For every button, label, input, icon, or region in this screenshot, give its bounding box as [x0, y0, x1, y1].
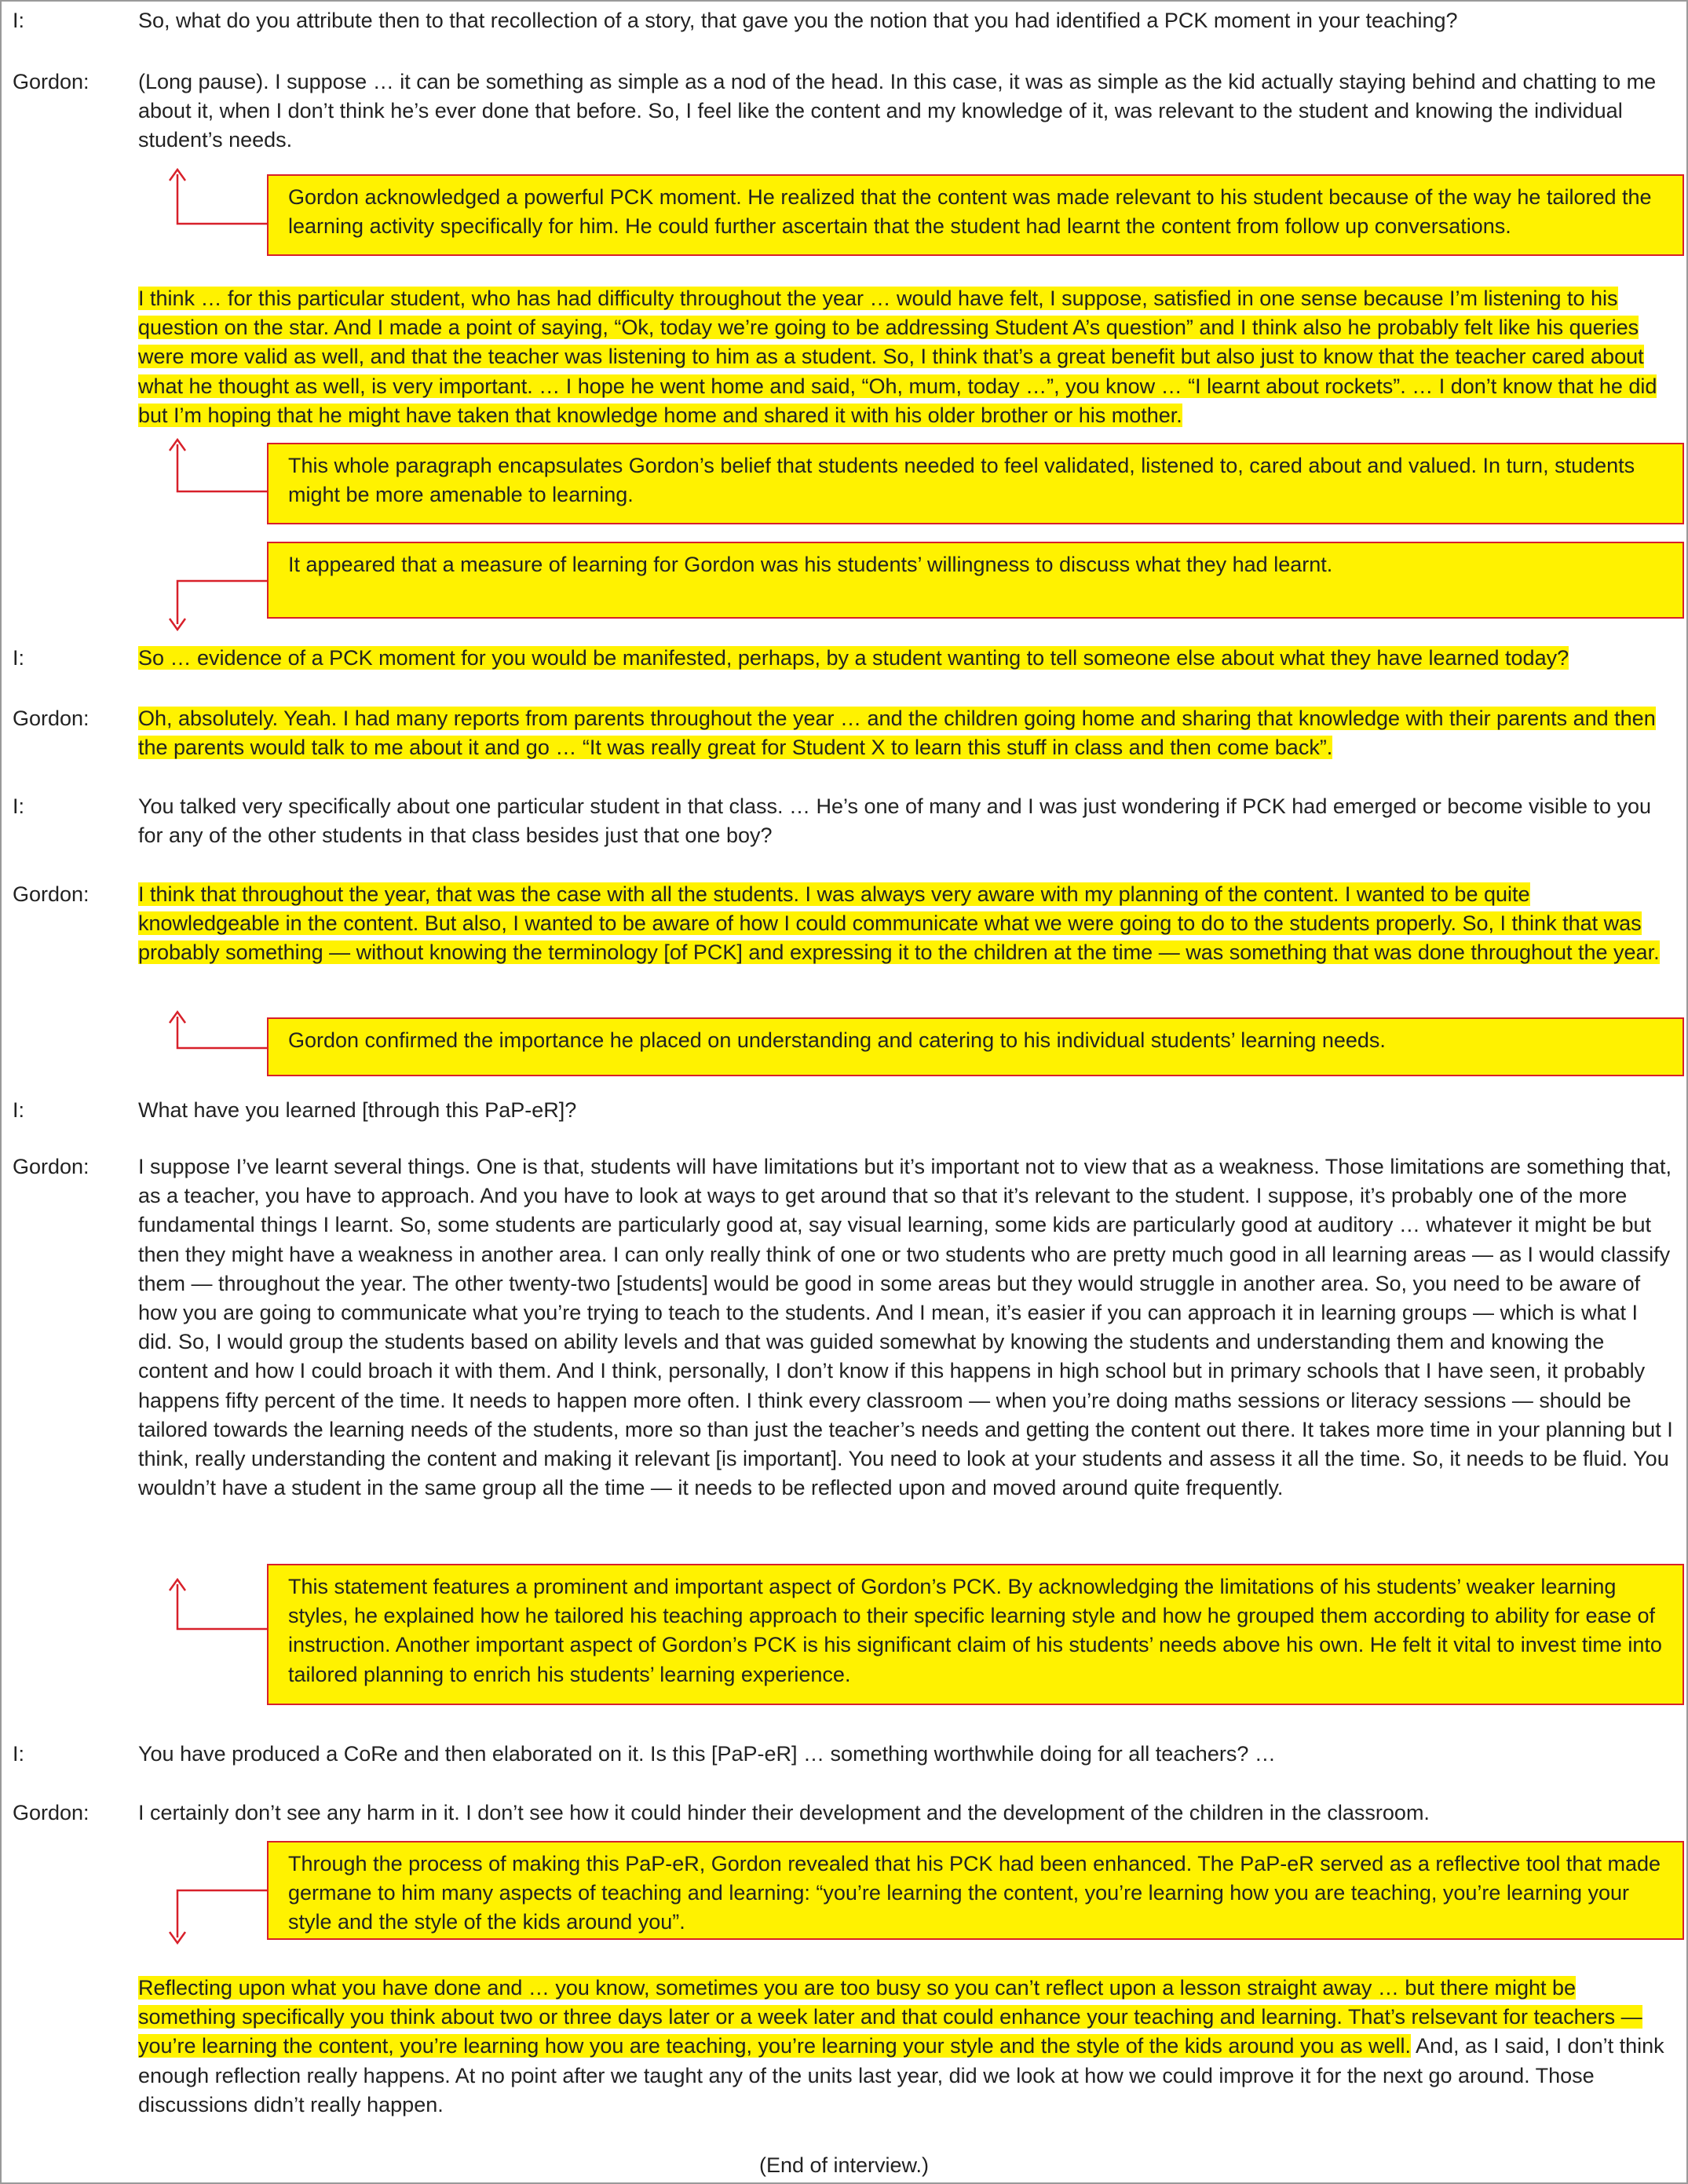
speaker-label: I:: [13, 1098, 25, 1122]
teacher-answer-highlighted: [138, 880, 1673, 968]
annotation-box: This statement features a prominent and important aspect of Gordon’s PCK. By acknowledging the limitations of his students’ weaker learning styles, he explained how he tailored his teaching approach to their specific learning style and how he grouped them according to ability for ease of instruction. Another important aspect of Gordon’s PCK is his significant claim of his students’ needs above his own. He felt it vital to invest time into tailored planning to enrich his students’ learning experience.: [267, 1564, 1684, 1705]
speaker-label: Gordon:: [13, 882, 90, 906]
teacher-answer: I suppose I’ve learnt several things. One is that, students will have limitations but it’s important not to view that as a weakness. Those limitations are something that, as a teacher, you have to approach. And you have to look at ways to get around that so that it’s relevant to the student. I suppose, it’s probably one of the more fundamental things I learnt. So, some students are particularly good at, say visual learning, some kids are particularly good at auditory … whatever it might be but then they might have a weakness in another area. I can only really think of one or two students who are pretty much good in all learning areas — as I would classify them — throughout the year. The other twenty-two [students] would be good in some areas but they would struggle in another area. So, you need to be aware of how you are going to communicate what you’re trying to teach to the students. And I mean, it’s easier if you can approach it in learning groups — which is what I did. So, I would group the students based on ability levels and that was guided somewhat by knowing the students and understanding them and knowing the content and how I could broach it with them. And I think, personally, I don’t know if this happens in high school but in primary schools that I have seen, it probably happens fifty percent of the time. It needs to happen more often. I think every classroom — when you’re doing maths sessions or literacy sessions — should be tailored towards the learning needs of the students, more so than just the teacher’s needs and getting the content out there. It takes more time in your planning but I think, really understanding the content and making it relevant [is important]. You need to look at your students and assess it all the time. So, it needs to be fluid. You wouldn’t have a student in the same group all the time — it needs to be reflected upon and moved around quite frequently.: [138, 1155, 1673, 1500]
speaker-label: Gordon:: [13, 1801, 90, 1824]
speaker-label: Gordon:: [13, 70, 90, 93]
speaker-label: I:: [13, 9, 25, 32]
teacher-answer-highlighted: [138, 284, 1673, 430]
plain-text: And, as I said, I don’t think enough reflection really happens. At no point after we taught any of the units last year, did we look at how we could improve it for the next go around. Those discussions didn’t really happen.: [138, 2034, 1664, 2116]
teacher-answer-partial-highlight: [138, 1974, 1673, 2120]
annotation-box: It appeared that a measure of learning for Gordon was his students’ willingness to discuss what they had learnt.: [267, 542, 1684, 619]
teacher-answer: (Long pause). I suppose … it can be something as simple as a nod of the head. In this case, it was as simple as the kid actually staying behind and chatting to me about it, when I don’t think he’s ever done that before. So, I feel like the content and my knowledge of it, was relevant to the student and knowing the individual student’s needs.: [138, 70, 1657, 152]
interviewer-question: You talked very specifically about one particular student in that class. … He’s one of many and I was just wondering if PCK had emerged or become visible to you for any of the other students in that class besides just that one boy?: [138, 794, 1652, 848]
speaker-label: Gordon:: [13, 707, 90, 730]
speaker-label: Gordon:: [13, 1155, 90, 1178]
highlighted-text: I think that throughout the year, that was the case with all the students. I was always very aware with my planning of the content. I wanted to be quite knowledgeable in the content. But also, I wanted to be aware of how I could communicate what we were going to do to the students properly. So, I think that was probably something — without knowing the terminology [of PCK] and expressing it to the children at the time — was something that was done throughout the year.: [138, 882, 1660, 965]
interviewer-question: So, what do you attribute then to that recollection of a story, that gave you the notion that you had identified a PCK moment in your teaching?: [138, 9, 1458, 32]
teacher-answer-highlighted: [138, 704, 1673, 762]
teacher-answer: I certainly don’t see any harm in it. I don’t see how it could hinder their development and the development of the children in the classroom.: [138, 1801, 1430, 1824]
end-of-interview-note: (End of interview.): [758, 2153, 930, 2177]
interviewer-question: [138, 644, 1673, 673]
interviewer-question: You have produced a CoRe and then elaborated on it. Is this [PaP-eR] … something worthwhile doing for all teachers? …: [138, 1742, 1276, 1766]
annotation-box: Gordon confirmed the importance he placed on understanding and catering to his individual students’ learning needs.: [267, 1017, 1684, 1076]
highlighted-text: Oh, absolutely. Yeah. I had many reports from parents throughout the year … and the children going home and sharing that knowledge with their parents and then the parents would talk to me about it and go … “It was really great for Student X to learn this stuff in class and then come back”.: [138, 707, 1656, 760]
speaker-label: I:: [13, 1742, 25, 1766]
annotation-box: This whole paragraph encapsulates Gordon’s belief that students needed to feel validated, listened to, cared about and valued. In turn, students might be more amenable to learning.: [267, 443, 1684, 524]
interviewer-question: What have you learned [through this PaP-eR]?: [138, 1098, 577, 1122]
speaker-label: I:: [13, 794, 25, 818]
annotation-box: Gordon acknowledged a powerful PCK moment. He realized that the content was made relevant to his student because of the way he tailored the learning activity specifically for him. He could further ascertain that the student had learnt the content from follow up conversations.: [267, 174, 1684, 256]
speaker-label: I:: [13, 646, 25, 670]
highlighted-text: Reflecting upon what you have done and … you know, sometimes you are too busy so you can’t reflect upon a lesson straight away … but there might be something specifically you think about two or three days later or a week later and that could enhance your teaching and learning. That’s relsevant for teachers — you’re learning the content, you’re learning how you are teaching, you’re learning your style and the style of the kids around you as well.: [138, 1976, 1642, 2058]
highlighted-text: I think … for this particular student, who has had difficulty throughout the year … would have felt, I suppose, satisfied in one sense because I’m listening to his question on the star. And I made a point of saying, “Ok, today we’re going to be addressing Student A’s question” and I think also he probably felt like his queries were more valid as well, and that the teacher was listening to him as a student. So, I think that’s a great benefit but also just to know that the teacher cared about what he thought as well, is very important. … I hope he went home and said, “Oh, mum, today …”, you know … “I learnt about rockets”. … I don’t know that he did but I’m hoping that he might have taken that knowledge home and shared it with his older brother or his mother.: [138, 287, 1657, 427]
annotation-box: Through the process of making this PaP-eR, Gordon revealed that his PCK had been enhanced. The PaP-eR served as a reflective tool that made germane to him many aspects of teaching and learning: “you’re learning the content, you’re learning how you are teaching, you’re learning your style and the style of the kids around you”.: [267, 1841, 1684, 1940]
highlighted-text: So … evidence of a PCK moment for you would be manifested, perhaps, by a student wanting to tell someone else about what they have learned today?: [138, 646, 1569, 670]
